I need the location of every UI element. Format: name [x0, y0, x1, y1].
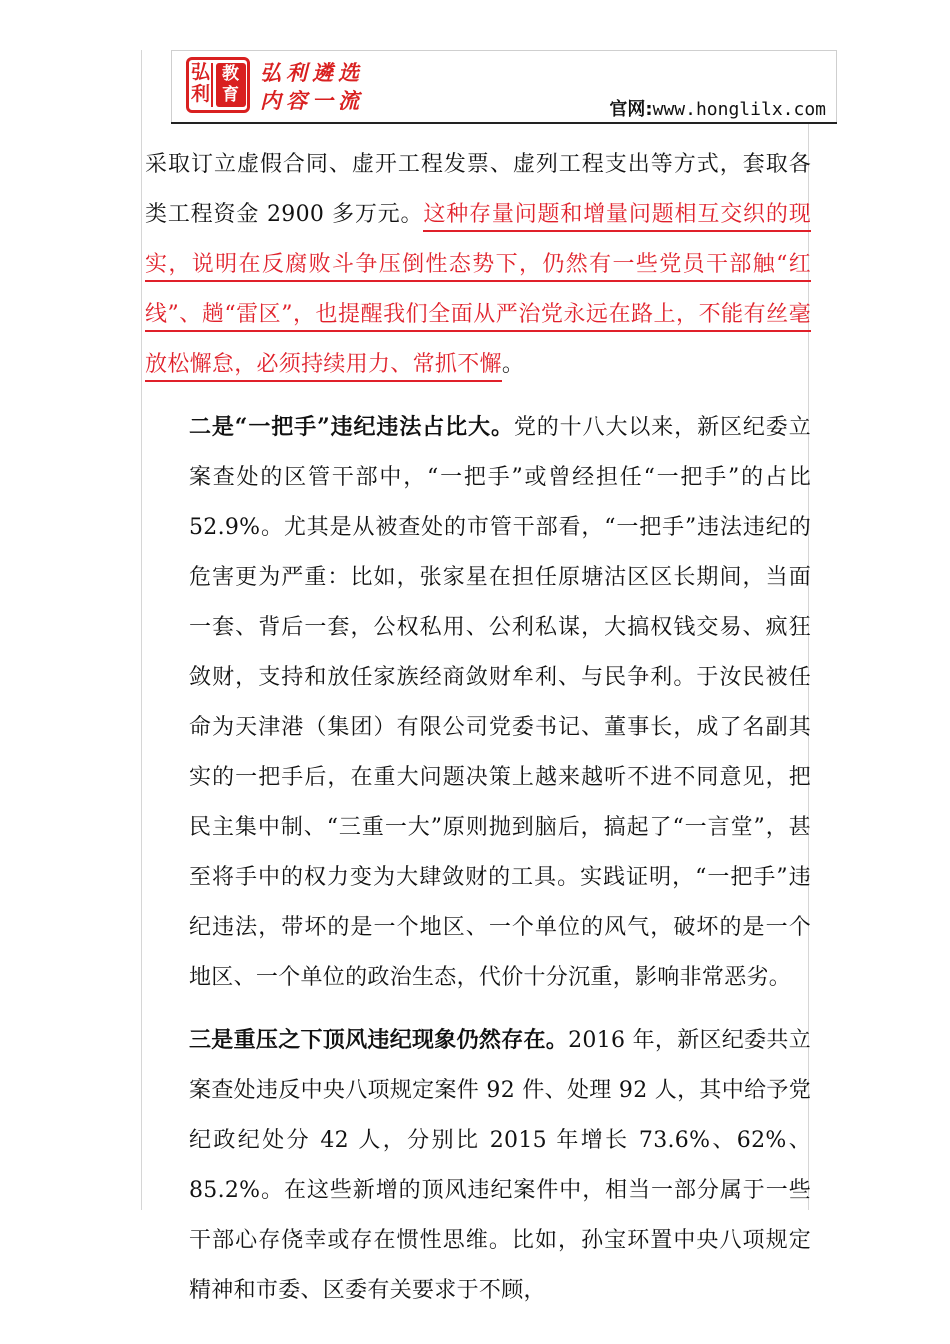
header-rule	[171, 122, 837, 124]
paragraph-text: 。	[501, 352, 525, 377]
logo-char: 利	[191, 83, 211, 105]
section-heading: 二是“一把手”违纪违法占比大。	[189, 414, 514, 440]
paragraph-text: 2016 年，新区纪委共立案查处违反中央八项规定案件 92 件、处理 92 人，其中给予党纪政纪处分 42 人，分别比 2015 年增长 73.6%、62%、85.2%。在这些新增的顶风违纪案件中，相当一部分属于一些干部心存侥幸或存在惯性思维。比如，孙宝环置中央八项规定精神和市委、区委有关要求于不顾，	[189, 1028, 811, 1303]
site-url	[609, 95, 826, 121]
highlighted-text: 这种存量问题和增量问题相互交织的现实，说明在反腐败斗争压倒性态势下，仍然有一些党员干部触“红线”、趟“雷区”，也提醒我们全面从严治党永远在路上，不能有丝毫放松懈怠，必须持续用力、常抓不懈	[145, 202, 811, 382]
paragraph-text: 党的十八大以来，新区纪委立案查处的区管干部中，“一把手”或曾经担任“一把手”的占比52.9%。尤其是从被查处的市管干部看，“一把手”违法违纪的危害更为严重：比如，张家星在担任原塘沽区区长期间，当面一套、背后一套，公权私用、公利私谋，大搞权钱交易、疯狂敛财，支持和放任家族经商敛财牟利、与民争利。于汝民被任命为天津港（集团）有限公司党委书记、董事长，成了名副其实的一把手后，在重大问题决策上越来越听不进不同意见，把民主集中制、“三重一大”原则抛到脑后，搞起了“一言堂”，甚至将手中的权力变为大肆敛财的工具。实践证明，“一把手”违纪违法，带坏的是一个地区、一个单位的风气，破坏的是一个地区、一个单位的政治生态，代价十分沉重，影响非常恶劣。	[189, 415, 811, 990]
section-heading: 三是重压之下顶风违纪现象仍然存在。	[189, 1027, 569, 1053]
logo-char: 弘	[191, 61, 211, 83]
brand-slogan	[260, 59, 364, 115]
slogan-line: 弘利遴选	[260, 60, 364, 85]
site-url-label: 官网:	[609, 99, 653, 120]
logo-divider	[211, 63, 213, 107]
paragraph-3	[145, 1015, 811, 1316]
paragraph-2	[145, 402, 811, 1003]
paragraph-text: 采取订立虚假合同、虚开工程发票、虚列工程支出等方式，套取各类工程资金 2900 多万元。	[145, 152, 811, 227]
document-body	[145, 140, 811, 1316]
brand-logo	[186, 57, 250, 113]
logo-char: 教	[222, 64, 239, 84]
site-url-link[interactable]: www.honglilx.com	[652, 99, 826, 120]
logo-char: 育	[222, 85, 239, 105]
paragraph-1	[145, 140, 811, 390]
logo-inner-block	[216, 63, 246, 107]
page-header	[171, 50, 837, 123]
slogan-line: 内容一流	[260, 88, 364, 113]
